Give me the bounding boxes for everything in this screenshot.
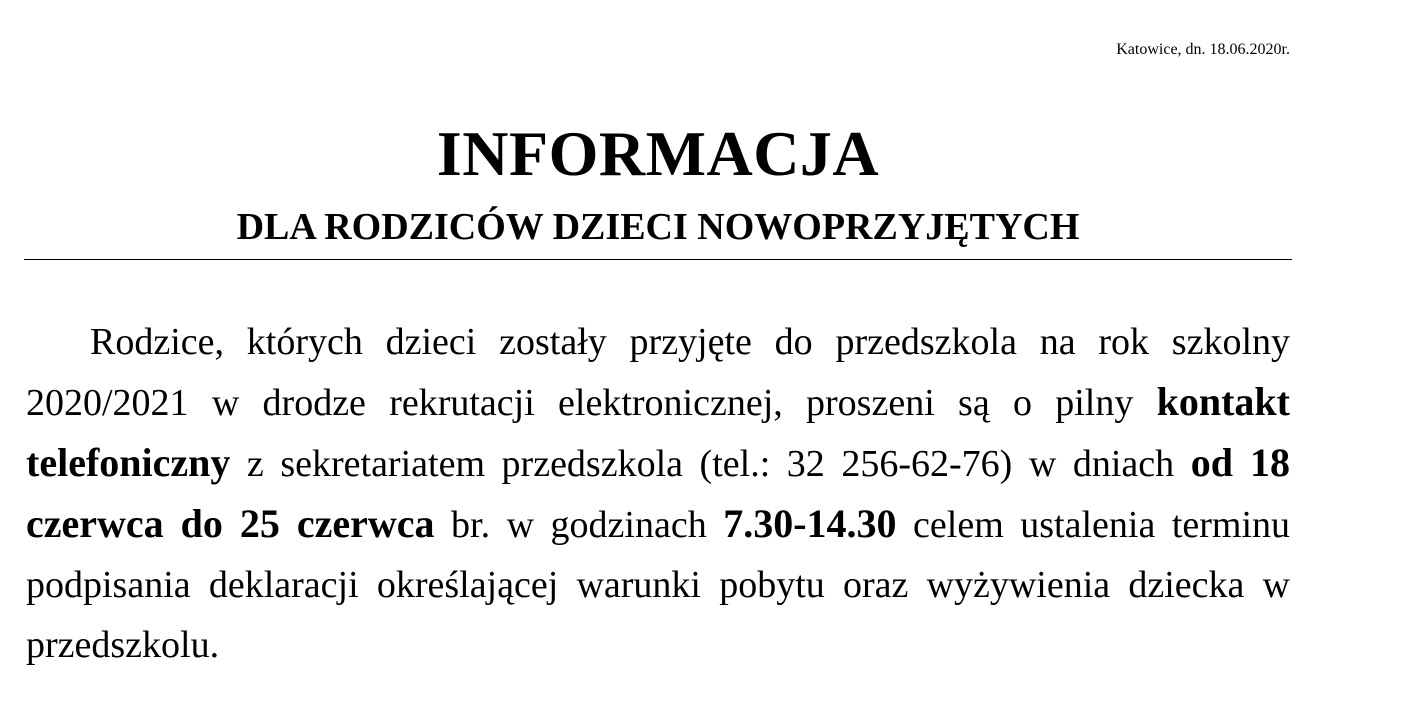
document-subtitle: DLA RODZICÓW DZIECI NOWOPRZYJĘTYCH (236, 206, 1080, 248)
paragraph-text-part-1: Rodzice, których dzieci zostały przyjęte do przedszkola na rok szkolny 2020/2021 w drodze rekrutacji elektronicznej, proszeni są o pilny (26, 321, 1290, 424)
paragraph-text-part-3: br. w godzinach (434, 504, 724, 546)
title-divider (24, 259, 1292, 260)
document-date: Katowice, dn. 18.06.2020r. (1116, 41, 1290, 58)
paragraph-text-part-2: z sekretariatem przedszkola (tel.: 32 256-62-76) w dniach (230, 443, 1191, 485)
announcement-paragraph (26, 312, 1290, 675)
paragraph-text-part-4: celem ustalenia terminu podpisania deklaracji określającej warunki pobytu oraz wyżywienia dziecka w przedszkolu. (26, 504, 1291, 666)
document-title: INFORMACJA (436, 118, 880, 189)
highlight-date-range: od 18 czerwca do 25 czerwca (26, 440, 1290, 546)
highlight-contact: kontakt telefoniczny (26, 379, 1290, 485)
highlight-hours: 7.30-14.30 (723, 501, 897, 546)
